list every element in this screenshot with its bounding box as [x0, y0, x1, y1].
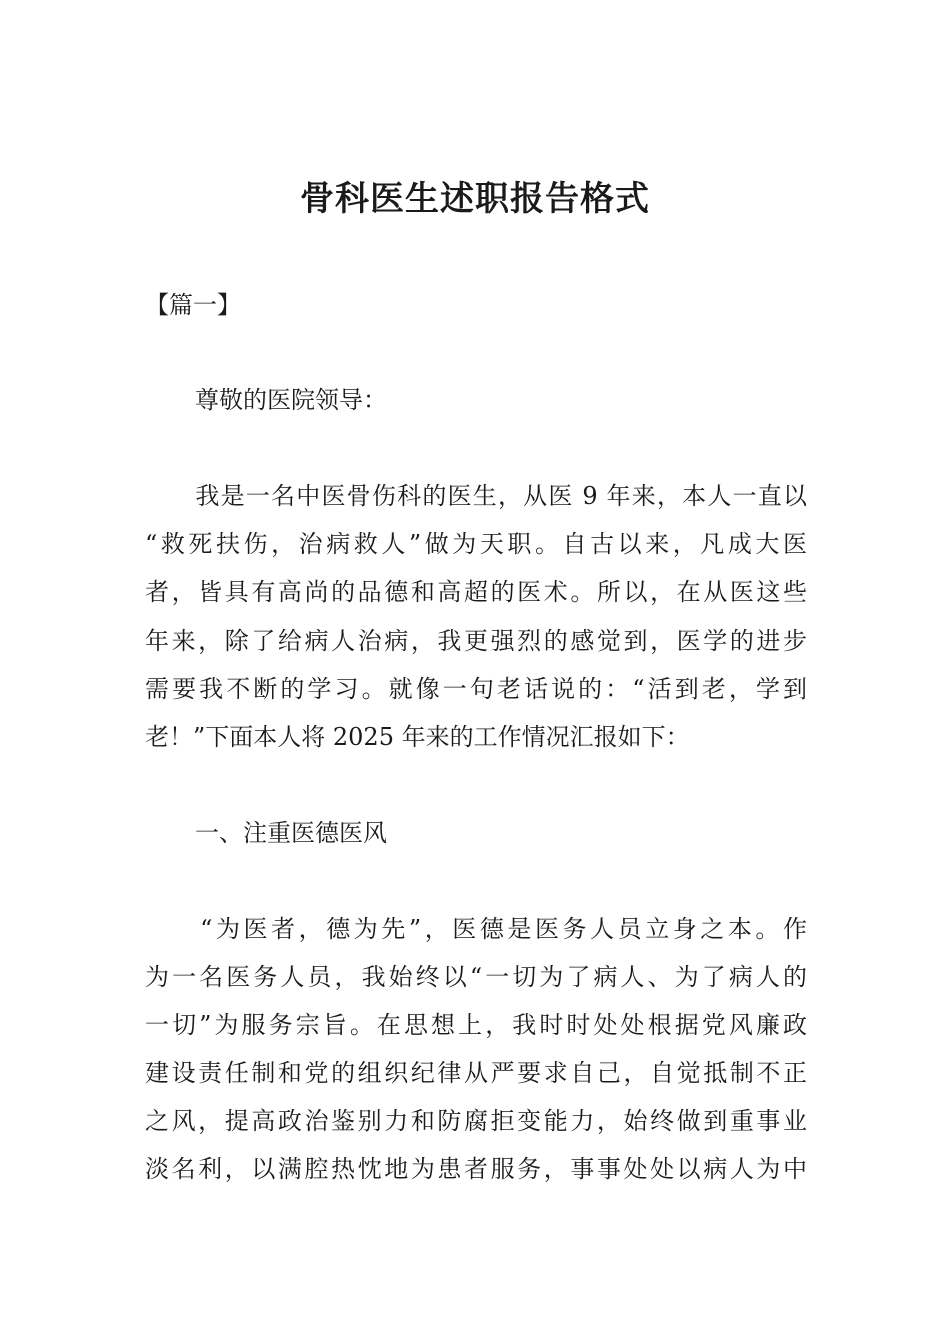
paragraph-line: 为一名医务人员，我始终以“一切为了病人、为了病人的 [145, 963, 807, 991]
section-tag: 【篇一】 [145, 291, 241, 319]
paragraph-line: 我是一名中医骨伤科的医生，从医 9 年来，本人一直以 [145, 482, 807, 510]
paragraph-line: 老！”下面本人将 2025 年来的工作情况汇报如下： [145, 723, 690, 751]
paragraph-line: “救死扶伤，治病救人”做为天职。自古以来，凡成大医 [145, 530, 807, 558]
paragraph-line: 年来，除了给病人治病，我更强烈的感觉到，医学的进步 [145, 627, 807, 655]
paragraph-line: 一切”为服务宗旨。在思想上，我时时处处根据党风廉政 [145, 1011, 807, 1039]
paragraph-line: 淡名利，以满腔热忱地为患者服务，事事处处以病人为中 [145, 1155, 807, 1183]
paragraph-line: 需要我不断的学习。就像一句老话说的：“活到老，学到 [145, 675, 807, 703]
paragraph-line: 之风，提高政治鉴别力和防腐拒变能力，始终做到重事业 [145, 1107, 807, 1135]
section-heading: 一、注重医德医风 [195, 819, 387, 847]
paragraph-line: 者，皆具有高尚的品德和高超的医术。所以，在从医这些 [145, 578, 807, 606]
salutation: 尊敬的医院领导： [195, 386, 387, 414]
document-title: 骨科医生述职报告格式 [300, 179, 650, 219]
paragraph-line: 建设责任制和党的组织纪律从严要求自己，自觉抵制不正 [145, 1059, 807, 1087]
paragraph-line: “为医者，德为先”，医德是医务人员立身之本。作 [145, 915, 807, 943]
